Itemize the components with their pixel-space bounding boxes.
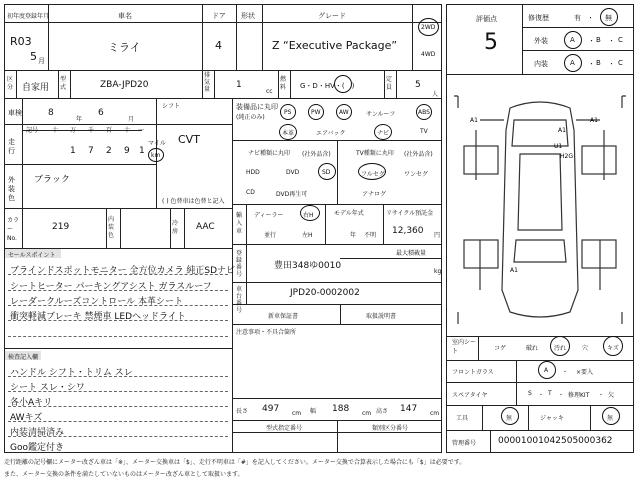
- mileage-unit: km: [151, 152, 161, 159]
- manual-label: 取扱説明書: [366, 313, 397, 320]
- max-load-label: 最大積載量: [396, 250, 427, 257]
- wid-unit: cm: [362, 410, 372, 417]
- inspection-year-unit: 年: [76, 116, 83, 123]
- equip-aw: AW: [339, 109, 349, 116]
- inspector-line-1: ハンドル シフト・トリム スレ: [10, 368, 133, 378]
- navi-hdd: HDD: [246, 169, 260, 176]
- svg-text:H2G: H2G: [560, 153, 573, 160]
- rating-label: 評価点: [476, 15, 497, 23]
- equip-ps: PS: [284, 109, 292, 116]
- equip-sub: (純正のみ): [236, 114, 265, 121]
- model-year-unknown: 不明: [364, 232, 377, 239]
- shape-label: 形状: [241, 12, 255, 20]
- rating-value: 5: [484, 30, 498, 55]
- disp-unit: cc: [266, 88, 273, 95]
- type-no-label: 型式指定番号: [266, 425, 303, 432]
- repair-label: 修復歴: [528, 14, 549, 22]
- mgmt-label: 管理番号: [452, 440, 477, 447]
- recycle-label: リサイクル預託金: [386, 210, 434, 217]
- shift: CVT: [178, 133, 200, 146]
- footer-note-2: また、メーター交換の条件を満たしていないものはメーター改ざん車として取扱います。: [4, 471, 244, 478]
- capacity-label: 定員: [386, 76, 393, 91]
- warranty-label: 新車保証書: [268, 313, 299, 320]
- jack-value: 無: [607, 415, 614, 422]
- tv-sub: (社外品含): [404, 151, 433, 158]
- first-reg-year: R03: [10, 35, 32, 48]
- mile-label: マイル: [148, 140, 166, 147]
- inspector-line-4: AWキズ: [10, 413, 43, 423]
- equip-abs: ABS: [418, 109, 430, 116]
- car-name: ミライ: [108, 41, 141, 54]
- hei-label: 高さ: [376, 408, 389, 415]
- inspector-label: 検査記入欄: [8, 354, 39, 361]
- inspector-line-5: 内装清掃済み: [10, 428, 65, 438]
- grade: Z “Executive Package”: [272, 39, 398, 52]
- ext-a: A: [570, 36, 575, 44]
- drive-4wd: 4WD: [421, 51, 436, 58]
- tv-analog: アナログ: [362, 191, 387, 198]
- len-label: 長さ: [236, 408, 249, 415]
- capacity-unit: 人: [432, 91, 439, 98]
- footer-note-1: 走行距離の記号欄にメーター改ざん車は「※」、メーター交換車は「$」、走行不明車は「#」を記入してください。メーター交換で合算表示した場合にも「$」は必要です。: [4, 459, 466, 466]
- wid: 188: [332, 404, 350, 414]
- hei-unit: cm: [430, 410, 440, 417]
- int-c: C: [618, 59, 623, 67]
- use-class: 自家用: [22, 83, 50, 93]
- tv-oneseg: ワンセグ: [404, 171, 429, 178]
- interior-stain: 汚れ: [554, 345, 567, 352]
- class-no-label: 類別区分番号: [372, 425, 409, 432]
- displacement: 1: [236, 80, 242, 90]
- sales-label: セールスポイント: [8, 252, 56, 259]
- front-glass-x: ×要入: [576, 369, 594, 376]
- interior-label: 室内シート: [452, 339, 477, 355]
- chassis-label: 車台番号: [236, 286, 243, 314]
- front-glass-label: フロントガラス: [452, 369, 494, 376]
- model: ZBA-JPD20: [100, 80, 149, 90]
- diag-mark-1: A1: [558, 127, 566, 134]
- doors: 4: [215, 39, 222, 52]
- interior-tear: 破れ: [526, 345, 539, 352]
- inspector-line-2: シート スレ・シワ: [10, 383, 85, 393]
- ac-value: AAC: [196, 222, 215, 232]
- fuel-hv-circle: [334, 75, 352, 93]
- mileage-code-label: 記号: [26, 127, 39, 134]
- import-label: 輸入車: [236, 212, 243, 235]
- interior-hole: 穴: [582, 345, 589, 352]
- inspection-year: 8: [48, 108, 54, 118]
- equip-navi: ナビ: [377, 130, 390, 137]
- sales-line-3: レーダークルーズコントロール 本革シート: [10, 297, 183, 307]
- first-reg-label: 初年度登録年月: [7, 13, 50, 20]
- navi-label: ナビ種類に丸印: [248, 150, 291, 157]
- navi-dvd: DVD: [286, 169, 300, 176]
- spare-label: スペアタイヤ: [452, 392, 488, 399]
- car-name-label: 車名: [118, 12, 132, 20]
- inspection-month-unit: 月: [128, 116, 135, 123]
- import-parallel: 並行: [264, 232, 277, 239]
- ext-b: B: [596, 36, 601, 44]
- car-diagram: [450, 90, 630, 330]
- svg-text:U1: U1: [554, 143, 563, 150]
- equip-pw: PW: [311, 109, 321, 116]
- notes-label: 注意事項・不具合箇所: [236, 329, 297, 336]
- equip-tv: TV: [420, 128, 428, 135]
- tv-label: TV種類に丸印: [356, 150, 394, 157]
- svg-text:A1: A1: [590, 117, 598, 124]
- import-left: 左H: [302, 232, 313, 239]
- sales-line-1: ブラインドスポットモニター 全方位カメラ 純正SDナビ: [10, 266, 236, 276]
- month-unit: 月: [38, 57, 45, 65]
- navi-cd: CD: [246, 189, 255, 196]
- model-label: 型式: [60, 76, 67, 91]
- equip-label: 装備品に丸印: [236, 103, 278, 111]
- recycle-value: 12,360: [392, 226, 424, 236]
- int-a: A: [570, 59, 575, 67]
- ext-c: C: [618, 36, 623, 44]
- inspection-month: 6: [98, 108, 104, 118]
- fuel-options: G・D・HV・( ): [300, 82, 355, 90]
- disp-label: 排気量: [204, 72, 211, 93]
- repair-yes: 有: [574, 14, 581, 22]
- capacity: 5: [415, 80, 421, 90]
- tv-fullseg: フルセグ: [361, 171, 385, 178]
- color-value: ブラック: [34, 175, 70, 185]
- len-unit: cm: [292, 410, 302, 417]
- equip-sunroof: サンルーフ: [366, 111, 396, 118]
- spare-missing: 欠: [608, 392, 615, 399]
- spare-s: S: [528, 390, 532, 397]
- ext-label: 外装: [534, 37, 548, 45]
- plate-value: 豊田348ゆ0010: [274, 261, 342, 271]
- first-reg-month: 5: [30, 50, 37, 63]
- svg-text:A1: A1: [510, 267, 518, 274]
- shift-label: シフト: [162, 103, 181, 110]
- hei: 147: [400, 404, 418, 414]
- fuel-label: 燃料: [280, 76, 287, 91]
- model-year-unit: 年: [350, 232, 357, 239]
- grade-label: グレード: [318, 12, 346, 20]
- color-label: 外装色: [8, 176, 15, 202]
- equip-leather: 本革: [282, 130, 295, 137]
- sales-line-4: 衝突軽減ブレーキ 禁煙車 LEDヘッドライト: [10, 312, 186, 322]
- sales-line-2: シートヒーター パーキングアシスト ガラスルーフ: [10, 282, 212, 292]
- front-glass-a: A: [544, 367, 549, 374]
- mileage-label: 走行: [8, 138, 15, 155]
- inspector-line-6: Goo鑑定付き: [10, 443, 64, 453]
- plate-label: 登録番号: [236, 250, 243, 278]
- int-b: B: [596, 59, 601, 67]
- jack-label: ジャッキ: [540, 415, 564, 422]
- use-class-label: 区分: [7, 76, 14, 91]
- import-dealer: ディーラー: [254, 212, 284, 219]
- mgmt-value: 00001001042505000362: [498, 436, 613, 446]
- spare-kit: 修理KIT: [568, 392, 590, 399]
- inspector-line-3: 各小Aキリ: [10, 398, 53, 408]
- color-no: 219: [52, 222, 70, 232]
- equip-airbag: エアバック: [316, 130, 346, 137]
- int-label: 内装: [534, 60, 548, 68]
- repair-no: 無: [605, 14, 612, 22]
- wid-label: 幅: [310, 408, 317, 415]
- load-unit: kg: [434, 268, 442, 275]
- navi-sub: (社外品含): [302, 151, 331, 158]
- color-no-label: カラーNo.: [7, 217, 20, 242]
- ac-label: 冷房: [172, 220, 179, 235]
- tools-label: 工具: [456, 415, 469, 422]
- int-color-label: 内装色: [108, 216, 115, 239]
- svg-text:A1: A1: [470, 117, 478, 124]
- navi-sd: SD: [322, 169, 331, 176]
- spare-t: T: [548, 390, 552, 397]
- color-note: ( ) 色替車は色替と記入: [162, 198, 225, 205]
- import-right: 右H: [303, 212, 314, 219]
- inspection-label: 車検: [8, 109, 22, 117]
- recycle-unit: 円: [434, 232, 441, 239]
- drive-2wd: 2WD: [421, 24, 436, 31]
- len: 497: [262, 404, 280, 414]
- model-year-label: モデル年式: [334, 210, 364, 217]
- chassis-value: JPD20-0002002: [290, 288, 360, 298]
- tools-value: 無: [506, 415, 513, 422]
- interior-koge: コゲ: [494, 345, 507, 352]
- navi-dvd-play: DVD再生可: [276, 191, 308, 198]
- interior-scratch: キズ: [607, 345, 619, 352]
- doors-label: ドア: [212, 12, 226, 20]
